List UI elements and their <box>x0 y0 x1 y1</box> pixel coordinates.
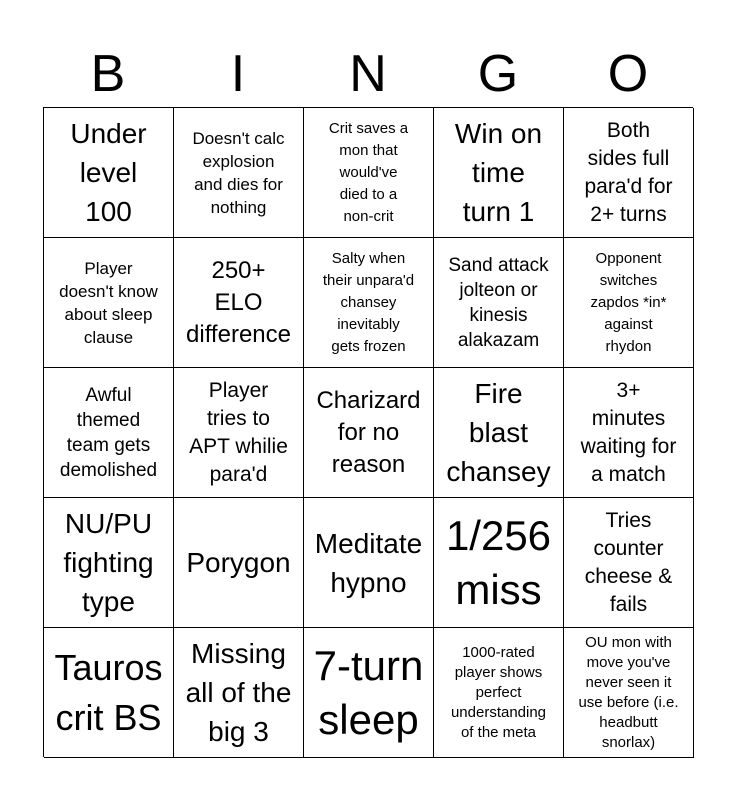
bingo-cell-r3c5[interactable] <box>564 368 694 498</box>
bingo-cell-r1c1[interactable] <box>44 108 174 238</box>
header-letter-b: B <box>90 45 126 103</box>
bingo-cell-r4c4[interactable] <box>434 498 564 628</box>
bingo-cell-r5c1[interactable] <box>44 628 174 758</box>
bingo-cell-r5c2[interactable] <box>174 628 304 758</box>
header-letter-o: O <box>607 45 649 103</box>
cell-text: 3+ minutes waiting for a match <box>580 378 677 486</box>
cell-text: Porygon <box>186 547 291 578</box>
bingo-cell-r3c1[interactable] <box>44 368 174 498</box>
cell-text: Win on time turn 1 <box>454 118 543 227</box>
bingo-cell-r2c2[interactable] <box>174 238 304 368</box>
bingo-cell-r1c5[interactable] <box>564 108 694 238</box>
cell-text: Fire blast chansey <box>446 378 551 487</box>
cell-text: 1/256 miss <box>445 511 552 613</box>
cell-text: Doesn't calc explosion and dies for nothing <box>192 128 285 217</box>
cell-text: Player doesn't know about sleep clause <box>59 258 158 347</box>
cell-text: Under level 100 <box>70 118 147 227</box>
bingo-cell-r2c1[interactable] <box>44 238 174 368</box>
bingo-cell-r5c4[interactable] <box>434 628 564 758</box>
cell-text: Crit saves a mon that would've died to a non-crit <box>328 119 409 225</box>
cell-text: Salty when their unpara'd chansey inevitably gets frozen <box>322 249 415 355</box>
bingo-cell-r1c2[interactable] <box>174 108 304 238</box>
cell-text: Opponent switches zapdos *in* against rhydon <box>590 249 667 355</box>
bingo-cell-r1c4[interactable] <box>434 108 564 238</box>
cell-text: Tries counter cheese & fails <box>584 508 673 616</box>
cell-text: Missing all of the big 3 <box>185 638 292 747</box>
cell-text: 7-turn sleep <box>313 641 424 743</box>
bingo-cell-r5c3[interactable] <box>304 628 434 758</box>
bingo-cell-r4c2[interactable] <box>174 498 304 628</box>
bingo-cell-r4c5[interactable] <box>564 498 694 628</box>
bingo-cell-r4c3[interactable] <box>304 498 434 628</box>
bingo-cell-r2c3[interactable] <box>304 238 434 368</box>
cell-text: Charizard for no reason <box>316 386 421 478</box>
cell-text: Tauros crit BS <box>54 646 163 738</box>
cell-text: Both sides full para'd for 2+ turns <box>584 118 673 226</box>
cell-text: Meditate hypno <box>314 527 423 598</box>
bingo-cell-r1c3[interactable] <box>304 108 434 238</box>
cell-text: 1000-rated player shows perfect understanding of the meta <box>450 643 547 741</box>
bingo-card <box>43 107 693 757</box>
bingo-cell-r4c1[interactable] <box>44 498 174 628</box>
bingo-cell-r3c2[interactable] <box>174 368 304 498</box>
header-letter-g: G <box>477 45 519 103</box>
bingo-header <box>43 44 693 104</box>
cell-text: 250+ ELO difference <box>186 256 291 348</box>
bingo-cell-r3c4[interactable] <box>434 368 564 498</box>
bingo-cell-r5c5[interactable] <box>564 628 694 758</box>
bingo-cell-r2c4[interactable] <box>434 238 564 368</box>
cell-text: Awful themed team gets demolished <box>59 384 158 481</box>
header-letter-i: I <box>230 45 246 103</box>
cell-text: NU/PU fighting type <box>63 508 154 617</box>
bingo-cell-r2c5[interactable] <box>564 238 694 368</box>
header-letter-n: N <box>349 45 387 103</box>
bingo-cell-r3c3[interactable] <box>304 368 434 498</box>
cell-text: OU mon with move you've never seen it use before (i.e. headbutt snorlax) <box>578 633 679 751</box>
cell-text: Player tries to APT whilie para'd <box>189 378 288 486</box>
cell-text: Sand attack jolteon or kinesis alakazam <box>448 254 549 351</box>
